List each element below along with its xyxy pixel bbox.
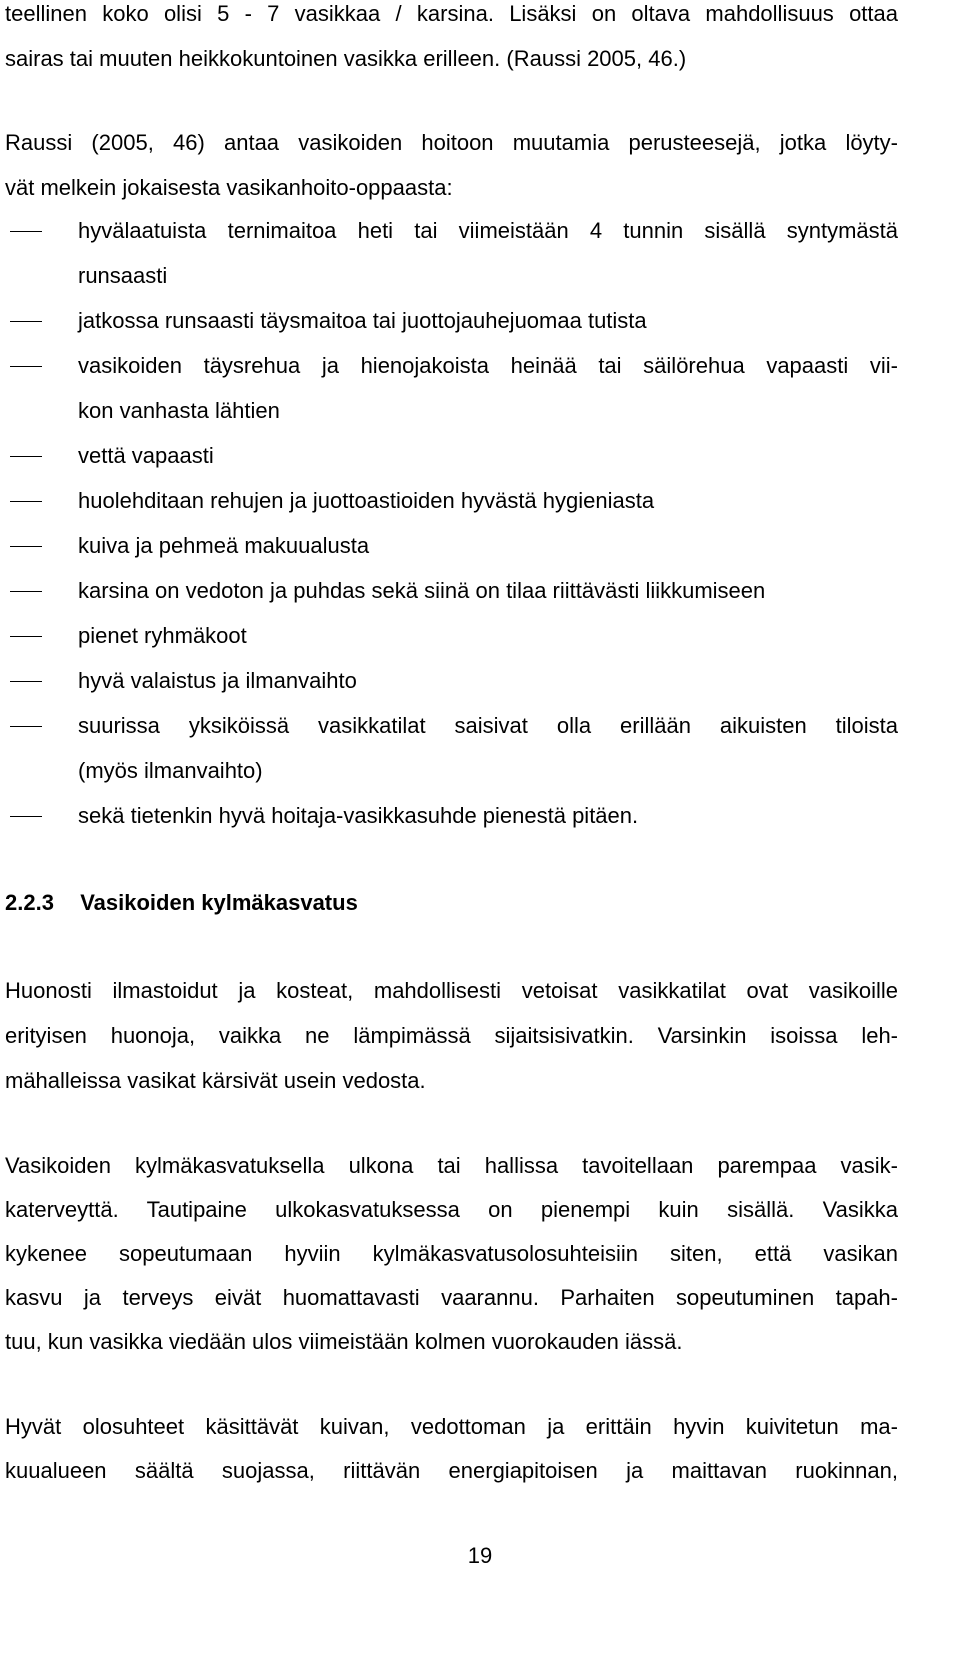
paragraph-line: Hyvät olosuhteet käsittävät kuivan, vedottoman ja erittäin hyvin kuivitetun ma- [5, 1414, 898, 1439]
dash-bullet-icon [10, 726, 42, 727]
paragraph-line: kuualueen säältä suojassa, riittävän energiapitoisen ja maittavan ruokinnan, [5, 1458, 898, 1483]
list-item-line: jatkossa runsaasti täysmaitoa tai juottojauhejuomaa tutista [78, 308, 647, 333]
list-item-line: vasikoiden täysrehua ja hienojakoista heinää tai säilörehua vapaasti vii- [78, 353, 898, 378]
paragraph-line: kasvu ja terveys eivät huomattavasti vaarannu. Parhaiten sopeutuminen tapah- [5, 1285, 898, 1310]
list-item-line: karsina on vedoton ja puhdas sekä siinä on tilaa riittävästi liikkumiseen [78, 578, 766, 603]
list-item-line: kon vanhasta lähtien [78, 398, 280, 423]
list-item-line: sekä tietenkin hyvä hoitaja-vasikkasuhde pienestä pitäen. [78, 803, 639, 828]
list-item-line: pienet ryhmäkoot [78, 623, 247, 648]
paragraph-line: kykenee sopeutumaan hyviin kylmäkasvatusolosuhteisiin siten, että vasikan [5, 1241, 898, 1266]
paragraph-line: erityisen huonoja, vaikka ne lämpimässä sijaitsisivatkin. Varsinkin isoissa leh- [5, 1023, 898, 1048]
dash-bullet-icon [10, 366, 42, 367]
dash-bullet-icon [10, 231, 42, 232]
list-item-line: hyvälaatuista ternimaitoa heti tai viimeistään 4 tunnin sisällä syntymästä [78, 218, 898, 243]
dash-bullet-icon [10, 456, 42, 457]
section-title: Vasikoiden kylmäkasvatus [80, 890, 358, 915]
list-item-line: hyvä valaistus ja ilmanvaihto [78, 668, 357, 693]
dash-bullet-icon [10, 681, 42, 682]
section-number: 2.2.3 [5, 890, 54, 915]
list-item-line: huolehditaan rehujen ja juottoastioiden hyvästä hygieniasta [78, 488, 655, 513]
paragraph-line: teellinen koko olisi 5 - 7 vasikkaa / karsina. Lisäksi on oltava mahdollisuus ottaa [5, 1, 898, 26]
paragraph-line: Vasikoiden kylmäkasvatuksella ulkona tai hallissa tavoitellaan parempaa vasik- [5, 1153, 898, 1178]
paragraph-line: vät melkein jokaisesta vasikanhoito-oppaasta: [5, 175, 453, 200]
paragraph-line: katerveyttä. Tautipaine ulkokasvatuksessa on pienempi kuin sisällä. Vasikka [5, 1197, 898, 1222]
paragraph-line: mähalleissa vasikat kärsivät usein vedosta. [5, 1068, 426, 1093]
paragraph-line: tuu, kun vasikka viedään ulos viimeistään kolmen vuorokauden iässä. [5, 1329, 683, 1354]
page-number: 19 [467, 1543, 493, 1568]
paragraph-line: Huonosti ilmastoidut ja kosteat, mahdollisesti vetoisat vasikkatilat ovat vasikoille [5, 978, 898, 1003]
list-item-line: suurissa yksiköissä vasikkatilat saisivat olla erillään aikuisten tiloista [78, 713, 898, 738]
dash-bullet-icon [10, 636, 42, 637]
dash-bullet-icon [10, 321, 42, 322]
dash-bullet-icon [10, 501, 42, 502]
section-heading [5, 890, 358, 916]
paragraph-line: sairas tai muuten heikkokuntoinen vasikka erilleen. (Raussi 2005, 46.) [5, 46, 687, 71]
list-item-line: (myös ilmanvaihto) [78, 758, 263, 783]
dash-bullet-icon [10, 591, 42, 592]
list-item-line: kuiva ja pehmeä makuualusta [78, 533, 370, 558]
dash-bullet-icon [10, 816, 42, 817]
paragraph-line: Raussi (2005, 46) antaa vasikoiden hoitoon muutamia perusteesejä, jotka löyty- [5, 130, 898, 155]
dash-bullet-icon [10, 546, 42, 547]
list-item-line: runsaasti [78, 263, 168, 288]
list-item-line: vettä vapaasti [78, 443, 214, 468]
